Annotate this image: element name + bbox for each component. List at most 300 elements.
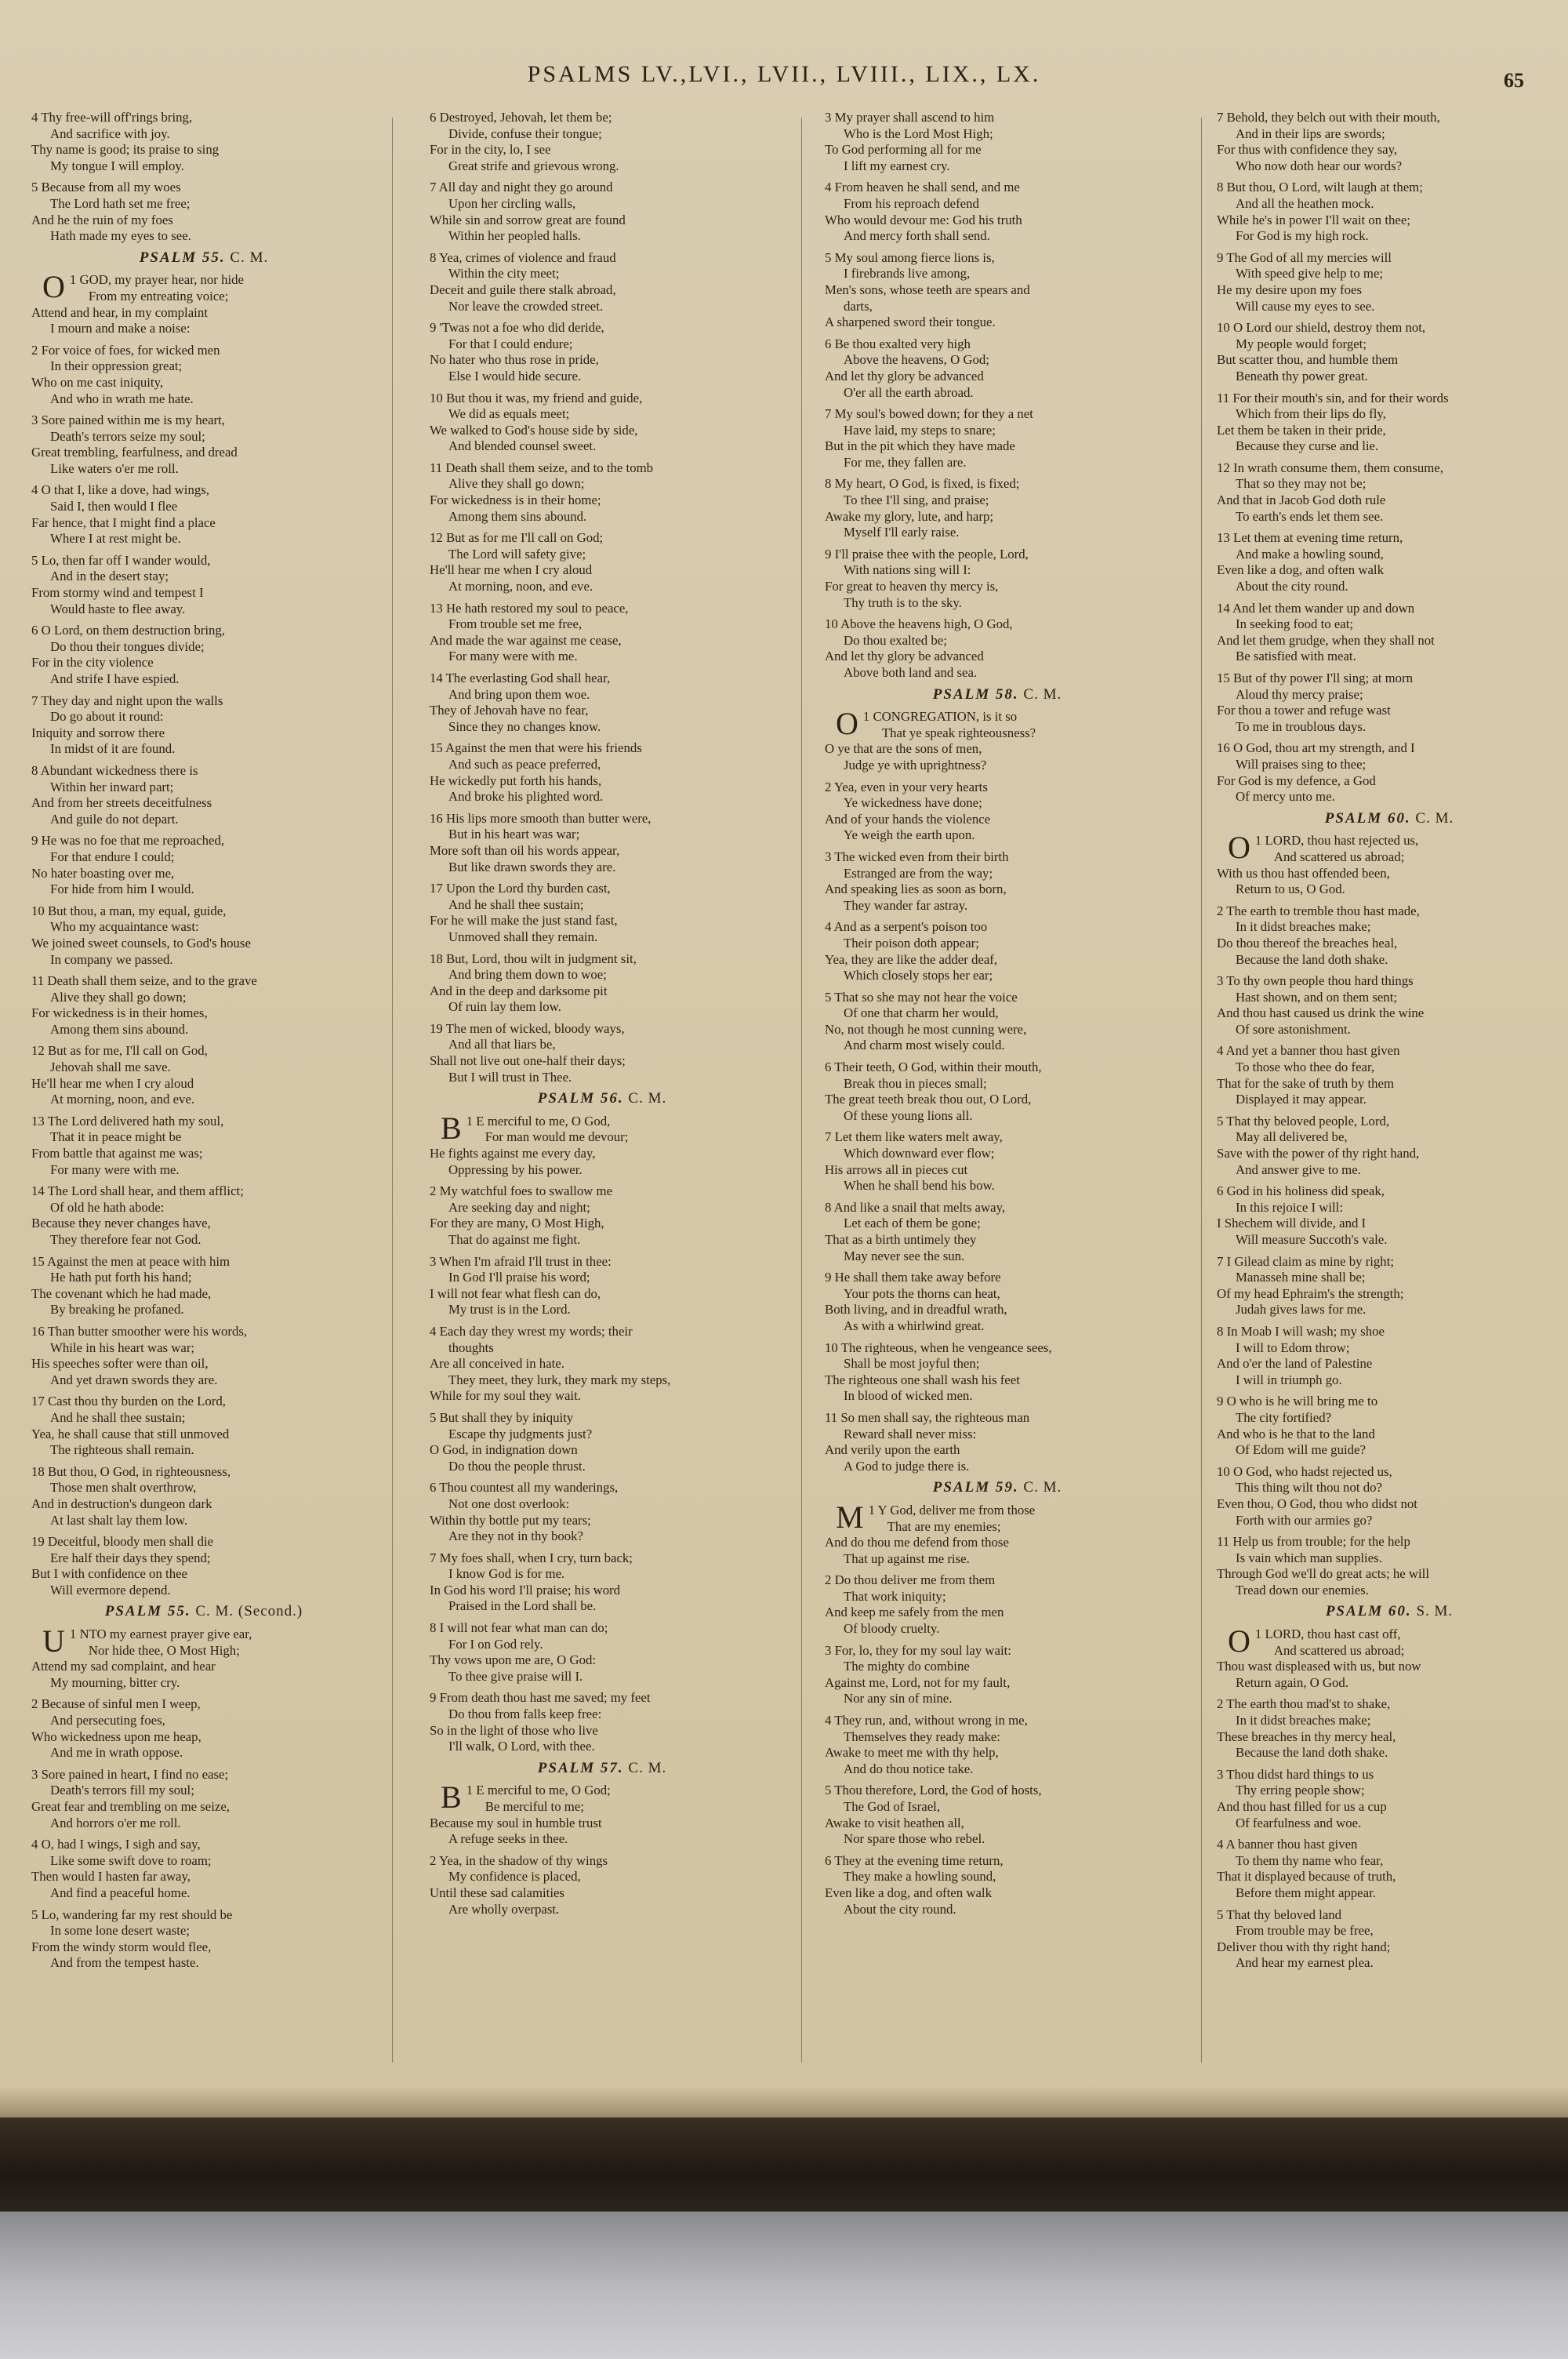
verse-line: For many were with me.	[448, 649, 578, 664]
psalm-heading	[825, 687, 1170, 703]
verse-line: In it didst breaches make;	[1236, 1713, 1371, 1728]
verse-line: 1 GOD, my prayer hear, nor hide	[69, 272, 244, 288]
verse-line: For great to heaven thy mercy is,	[825, 579, 999, 594]
verse-line: While in his heart was war;	[50, 1339, 195, 1355]
verse-line: That are my enemies;	[887, 1518, 1001, 1534]
verse-line: He'll hear me when I cry aloud	[31, 1075, 194, 1091]
verse-stanza	[31, 1394, 376, 1458]
verse-line: Deliver thou with thy right hand;	[1217, 1939, 1391, 1954]
verse-line: Reward shall never miss:	[844, 1426, 977, 1441]
verse-line: 7 I Gilead claim as mine by right;	[1217, 1253, 1395, 1269]
verse-line: 3 To thy own people thou hard things	[1217, 973, 1414, 989]
psalm-heading	[825, 1480, 1170, 1496]
verse-line: 15 Against the men at peace with him	[31, 1253, 230, 1269]
verse-stanza	[31, 1464, 376, 1528]
verse-line: Within her inward part;	[50, 779, 174, 794]
verse-stanza	[31, 1623, 376, 1691]
verse-line: No hater who thus rose in pride,	[430, 352, 599, 368]
verse-line: I will in triumph go.	[1236, 1372, 1342, 1387]
verse-line: They meet, they lurk, they mark my steps,	[448, 1372, 671, 1387]
verse-line: 13 The Lord delivered hath my soul,	[31, 1113, 224, 1129]
verse-line: To earth's ends let them see.	[1236, 508, 1384, 524]
verse-line: The great teeth break thou out, O Lord,	[825, 1092, 1032, 1107]
verse-stanza	[1217, 180, 1562, 244]
verse-stanza	[31, 269, 376, 336]
verse-line: Both living, and in dreadful wrath,	[825, 1302, 1007, 1318]
verse-line: Of old he hath abode:	[50, 1199, 165, 1215]
verse-line: 8 My heart, O God, is fixed, is fixed;	[825, 476, 1020, 492]
verse-line: And in the deep and darksome pit	[430, 983, 608, 998]
verse-line: Be satisfied with meat.	[1236, 649, 1356, 664]
verse-line: Let each of them be gone;	[844, 1216, 981, 1231]
verse-line: And guile do not depart.	[50, 811, 179, 827]
verse-stanza	[825, 919, 1170, 983]
verse-line: At last shalt lay them low.	[50, 1512, 188, 1528]
verse-line: Even like a dog, and often walk	[1217, 562, 1384, 578]
verse-line: He hath put forth his hand;	[50, 1270, 192, 1285]
verse-line: That so they may not be;	[1236, 476, 1367, 492]
verse-stanza	[31, 413, 376, 477]
verse-line: Because the land doth shake.	[1236, 1745, 1388, 1761]
verse-line: From the windy storm would flee,	[31, 1939, 212, 1954]
verse-line: And me in wrath oppose.	[50, 1745, 183, 1761]
verse-line: For hide from him I would.	[50, 881, 194, 897]
verse-line: Thy vows upon me are, O God:	[430, 1652, 597, 1668]
verse-line: And he the ruin of my foes	[31, 212, 173, 227]
verse-line: To them thy name who fear,	[1236, 1852, 1384, 1868]
verse-line: Great fear and trembling on me seize,	[31, 1799, 230, 1814]
verse-line: 10 O Lord our shield, destroy them not,	[1217, 320, 1426, 336]
verse-line: 8 Yea, crimes of violence and fraud	[430, 249, 616, 265]
verse-line: 10 But thou it was, my friend and guide,	[430, 390, 643, 405]
verse-line: Myself I'll early raise.	[844, 525, 960, 540]
verse-line: And o'er the land of Palestine	[1217, 1356, 1373, 1372]
verse-line: The Lord hath set me free;	[50, 195, 191, 211]
verse-line: I will to Edom throw;	[1236, 1339, 1350, 1355]
verse-stanza	[825, 1499, 1170, 1567]
verse-line: And do thou notice take.	[844, 1761, 974, 1776]
verse-line: For he will make the just stand fast,	[430, 913, 618, 929]
verse-line: 11 Death shall them seize, and to the grave	[31, 973, 257, 989]
drop-cap: O	[1228, 1623, 1250, 1659]
verse-line: Who is the Lord Most High;	[844, 125, 993, 141]
verse-stanza	[430, 1853, 775, 1917]
verse-line: Do thou the people thrust.	[448, 1458, 586, 1474]
verse-line: Deceit and guile there stalk abroad,	[430, 282, 616, 297]
verse-line: 2 The earth to tremble thou hast made,	[1217, 903, 1420, 918]
verse-line: 6 God in his holiness did speak,	[1217, 1183, 1385, 1199]
psalm-number: PSALM 60.	[1325, 1603, 1412, 1620]
drop-cap: U	[42, 1623, 65, 1659]
verse-stanza	[1217, 460, 1562, 525]
verse-stanza	[1217, 1623, 1562, 1691]
verse-line: Because the land doth shake.	[1236, 951, 1388, 967]
verse-line: Men's sons, whose teeth are spears and	[825, 282, 1030, 297]
verse-line: 2 The earth thou mad'st to shake,	[1217, 1696, 1391, 1712]
verse-line: Judah gives laws for me.	[1236, 1302, 1367, 1318]
verse-line: And in the desert stay;	[50, 569, 169, 584]
verse-line: 11 Help us from trouble; for the help	[1217, 1534, 1410, 1550]
verse-line: He wickedly put forth his hands,	[430, 772, 602, 788]
verse-stanza	[430, 1620, 775, 1685]
psalm-number: PSALM 60.	[1324, 809, 1411, 827]
verse-stanza	[825, 110, 1170, 174]
verse-stanza	[825, 476, 1170, 540]
verse-line: A God to judge there is.	[844, 1458, 970, 1474]
verse-line: May never see the sun.	[844, 1248, 965, 1263]
verse-line: 10 Above the heavens high, O God,	[825, 616, 1013, 632]
verse-line: Oppressing by his power.	[448, 1161, 583, 1177]
verse-line: 11 Death shall them seize, and to the tomb	[430, 460, 654, 475]
verse-line: 13 He hath restored my soul to peace,	[430, 600, 629, 616]
verse-stanza	[430, 391, 775, 455]
verse-line: Shall be most joyful then;	[844, 1356, 980, 1372]
verse-line: 4 O, had I wings, I sigh and say,	[31, 1837, 201, 1852]
verse-line: 3 The wicked even from their birth	[825, 849, 1009, 864]
verse-line: Is vain which man supplies.	[1236, 1550, 1382, 1565]
verse-line: They wander far astray.	[844, 897, 968, 913]
verse-stanza	[430, 1410, 775, 1474]
verse-stanza	[825, 1200, 1170, 1264]
verse-line: For in the city, lo, I see	[430, 142, 551, 158]
verse-stanza	[825, 1410, 1170, 1474]
verse-line: 8 But thou, O Lord, wilt laugh at them;	[1217, 180, 1423, 195]
verse-line: Of Edom will me guide?	[1236, 1442, 1366, 1458]
verse-line: 6 Their teeth, O God, within their mouth,	[825, 1060, 1042, 1075]
verse-stanza	[430, 1480, 775, 1544]
verse-line: Even like a dog, and often walk	[825, 1885, 992, 1900]
verse-line: For that I could endure;	[448, 336, 573, 351]
psalm-number: PSALM 55.	[104, 1603, 191, 1620]
verse-stanza	[825, 1572, 1170, 1637]
verse-line: Are they not in thy book?	[448, 1528, 583, 1544]
verse-line: For in the city violence	[31, 655, 154, 671]
verse-line: Of mercy unto me.	[1236, 789, 1335, 805]
drop-cap: M	[836, 1499, 864, 1535]
verse-line: 6 O Lord, on them destruction bring,	[31, 623, 226, 638]
verse-line: Ye weigh the earth upon.	[844, 827, 975, 843]
verse-line: 19 The men of wicked, bloody ways,	[430, 1020, 625, 1036]
verse-line: 18 But, Lord, thou wilt in judgment sit,	[430, 951, 637, 966]
verse-line: I know God is for me.	[448, 1566, 565, 1582]
verse-line: 9 The God of all my mercies will	[1217, 249, 1392, 265]
verse-line: Awake to visit heathen all,	[825, 1815, 964, 1830]
verse-line: That for the sake of truth by them	[1217, 1075, 1395, 1091]
verse-line: For God is my defence, a God	[1217, 772, 1376, 788]
verse-line: They of Jehovah have no fear,	[430, 703, 589, 718]
verse-line: Displayed it may appear.	[1236, 1092, 1367, 1107]
verse-line: Do go about it round:	[50, 709, 164, 725]
verse-line: Themselves they ready make:	[844, 1728, 1000, 1744]
verse-line: That do against me fight.	[448, 1232, 581, 1247]
verse-line: Yea, they are like the adder deaf,	[825, 951, 998, 967]
verse-line: My trust is in the Lord.	[448, 1302, 571, 1318]
verse-stanza	[31, 180, 376, 244]
verse-stanza	[1217, 1696, 1562, 1761]
psalm-number: PSALM 56.	[537, 1090, 624, 1107]
verse-line: No hater boasting over me,	[31, 865, 175, 881]
verse-line: 7 Let them like waters melt away,	[825, 1129, 1003, 1145]
verse-line: We joined sweet counsels, to God's house	[31, 935, 251, 951]
verse-line: Your pots the thorns can heat,	[844, 1285, 1000, 1301]
verse-line: And all that liars be,	[448, 1037, 556, 1052]
verse-line: 4 From heaven he shall send, and me	[825, 180, 1020, 195]
verse-line: 15 Against the men that were his friends	[430, 740, 642, 756]
verse-line: Are wholly overpast.	[448, 1901, 560, 1917]
verse-line: Of bloody cruelty.	[844, 1621, 940, 1637]
verse-line: 5 Because from all my woes	[31, 180, 181, 195]
verse-line: Will measure Succoth's vale.	[1236, 1232, 1388, 1247]
verse-line: 5 But shall they by iniquity	[430, 1409, 574, 1425]
verse-line: And of your hands the violence	[825, 811, 991, 827]
verse-line: Within the city meet;	[448, 266, 560, 282]
verse-line: 4 Thy free-will off'rings bring,	[31, 110, 193, 125]
verse-line: Not one dost overlook:	[448, 1496, 570, 1511]
verse-line: That work iniquity;	[844, 1588, 946, 1604]
verse-line: I firebrands live among,	[844, 266, 971, 282]
verse-stanza	[31, 1837, 376, 1901]
verse-line: 6 Be thou exalted very high	[825, 336, 971, 351]
column-rule	[1201, 118, 1202, 2063]
verse-line: From trouble set me free,	[448, 616, 583, 632]
verse-line: 2 Because of sinful men I weep,	[31, 1696, 201, 1712]
verse-stanza	[31, 693, 376, 758]
verse-line: 3 For, lo, they for my soul lay wait:	[825, 1642, 1011, 1658]
verse-line: 11 So men shall say, the righteous man	[825, 1409, 1030, 1425]
verse-line: Their poison doth appear;	[844, 935, 979, 951]
verse-line: The Lord will safety give;	[448, 546, 586, 562]
verse-line: 7 They day and night upon the walls	[31, 692, 223, 708]
verse-line: Return to us, O God.	[1236, 881, 1345, 897]
verse-line: But I with confidence on thee	[31, 1566, 187, 1582]
text-column-3	[825, 110, 1170, 2086]
book-binding-shadow	[0, 2117, 1568, 2212]
text-column-4	[1217, 110, 1562, 2086]
verse-stanza	[1217, 973, 1562, 1038]
verse-line: Nor spare those who rebel.	[844, 1831, 985, 1847]
psalm-meter: C. M. (Second.)	[195, 1603, 303, 1620]
verse-line: Judge ye with uprightness?	[844, 757, 987, 772]
verse-stanza	[430, 811, 775, 875]
verse-line: But in the pit which they have made	[825, 438, 1015, 454]
psalm-meter: C. M.	[628, 1090, 667, 1107]
verse-stanza	[1217, 1394, 1562, 1458]
verse-line: And blended counsel sweet.	[448, 438, 597, 454]
drop-cap: O	[42, 269, 65, 305]
verse-line: Awake my glory, lute, and harp;	[825, 508, 994, 524]
verse-line: Since they no changes know.	[448, 718, 601, 734]
verse-line: I mourn and make a noise:	[50, 321, 191, 336]
verse-line: In midst of it are found.	[50, 741, 176, 757]
verse-line: Those men shalt overthrow,	[50, 1480, 197, 1496]
verse-stanza	[430, 530, 775, 594]
verse-line: At morning, noon, and eve.	[448, 579, 593, 594]
verse-stanza	[430, 180, 775, 244]
verse-line: With speed give help to me;	[1236, 266, 1384, 282]
verse-line: As with a whirlwind great.	[844, 1318, 985, 1333]
verse-line: Of one that charm her would,	[844, 1005, 999, 1021]
verse-line: 6 Destroyed, Jehovah, let them be;	[430, 110, 612, 125]
verse-line: With us thou hast offended been,	[1217, 865, 1390, 881]
verse-stanza	[825, 1853, 1170, 1917]
verse-stanza	[430, 1779, 775, 1847]
verse-line: And do thou me defend from those	[825, 1535, 1009, 1550]
verse-line: Above the heavens, O God;	[844, 352, 989, 368]
verse-stanza	[825, 1270, 1170, 1334]
verse-line: While for my soul they wait.	[430, 1388, 581, 1404]
verse-line: And hear my earnest plea.	[1236, 1955, 1374, 1971]
verse-line: 9 He was no foe that me reproached,	[31, 833, 225, 849]
verse-line: In some lone desert waste;	[50, 1923, 191, 1939]
verse-line: 4 O that I, like a dove, had wings,	[31, 482, 209, 498]
verse-line: Jehovah shall me save.	[50, 1060, 171, 1075]
verse-line: Who now doth hear our words?	[1236, 158, 1403, 173]
verse-line: And answer give to me.	[1236, 1161, 1361, 1177]
verse-line: 1 LORD, thou hast rejected us,	[1254, 833, 1419, 849]
verse-line: Would haste to flee away.	[50, 601, 186, 616]
verse-stanza	[430, 881, 775, 945]
verse-line: No, not though he most cunning were,	[825, 1021, 1027, 1037]
verse-stanza	[31, 1767, 376, 1831]
verse-line: And strife I have espied.	[50, 671, 180, 686]
verse-line: And thou hast filled for us a cup	[1217, 1799, 1387, 1814]
psalm-heading	[31, 1604, 376, 1620]
verse-line: But in his heart was war;	[448, 827, 580, 842]
verse-stanza	[1217, 1837, 1562, 1901]
verse-line: 3 Thou didst hard things to us	[1217, 1766, 1374, 1782]
verse-line: This thing wilt thou not do?	[1236, 1480, 1382, 1496]
verse-stanza	[1217, 1324, 1562, 1388]
verse-line: Awake to meet me with thy help,	[825, 1745, 999, 1761]
verse-stanza	[31, 553, 376, 617]
verse-line: In seeking food to eat;	[1236, 616, 1354, 632]
psalm-number: PSALM 59.	[932, 1479, 1019, 1496]
verse-line: Escape thy judgments just?	[448, 1426, 593, 1441]
verse-line: And that in Jacob God doth rule	[1217, 493, 1386, 508]
verse-line: 5 Thou therefore, Lord, the God of hosts,	[825, 1783, 1042, 1798]
verse-line: Above both land and sea.	[844, 665, 978, 680]
verse-line: Unmoved shall they remain.	[448, 929, 598, 944]
verse-line: 12 But as for me, I'll call on God,	[31, 1043, 208, 1059]
verse-line: For God is my high rock.	[1236, 228, 1369, 244]
verse-stanza	[825, 1340, 1170, 1405]
verse-line: 4 And yet a banner thou hast given	[1217, 1043, 1400, 1059]
verse-line: And he shall thee sustain;	[448, 896, 584, 912]
verse-stanza	[31, 343, 376, 407]
verse-line: 16 O God, thou art my strength, and I	[1217, 740, 1415, 756]
verse-line: Among them sins abound.	[448, 508, 587, 524]
verse-stanza	[825, 1060, 1170, 1124]
verse-line: 13 Let them at evening time return,	[1217, 530, 1403, 546]
verse-stanza	[1217, 1183, 1562, 1248]
verse-line: In it didst breaches make;	[1236, 919, 1371, 935]
verse-line: Because my soul in humble trust	[430, 1815, 602, 1830]
verse-stanza	[1217, 671, 1562, 735]
verse-line: 19 Deceitful, bloody men shall die	[31, 1534, 214, 1550]
verse-line: From his reproach defend	[844, 195, 979, 211]
verse-line: With nations sing will I:	[844, 562, 971, 578]
verse-line: My confidence is placed,	[448, 1869, 581, 1885]
verse-line: 5 My soul among fierce lions is,	[825, 249, 995, 265]
verse-line: 2 Do thou deliver me from them	[825, 1572, 996, 1588]
verse-line: From battle that against me was;	[31, 1146, 203, 1161]
verse-line: In blood of wicked men.	[844, 1388, 973, 1404]
verse-stanza	[1217, 320, 1562, 384]
verse-stanza	[31, 1183, 376, 1248]
verse-line: To thee give praise will I.	[448, 1668, 583, 1684]
verse-line: Said I, then would I flee	[50, 499, 178, 514]
verse-stanza	[1217, 740, 1562, 805]
verse-line: 4 They run, and, without wrong in me,	[825, 1713, 1028, 1728]
verse-line: 1 NTO my earnest prayer give ear,	[69, 1627, 252, 1642]
verse-stanza	[1217, 110, 1562, 174]
verse-line: Have laid, my steps to snare;	[844, 422, 996, 438]
verse-line: 7 My foes shall, when I cry, turn back;	[430, 1550, 633, 1565]
verse-line: 10 But thou, a man, my equal, guide,	[31, 903, 227, 918]
verse-line: And all the heathen mock.	[1236, 195, 1374, 211]
verse-line: The mighty do combine	[844, 1659, 970, 1674]
verse-line: Which downward ever flow;	[844, 1146, 995, 1161]
verse-line: Then would I hasten far away,	[31, 1869, 191, 1885]
verse-line: 8 I will not fear what man can do;	[430, 1620, 608, 1636]
verse-line: 4 A banner thou hast given	[1217, 1837, 1358, 1852]
verse-line: Of my head Ephraim's the strength;	[1217, 1285, 1404, 1301]
drop-cap: B	[441, 1779, 462, 1816]
verse-line: They make a howling sound,	[844, 1869, 996, 1885]
verse-line: Thy truth is to the sky.	[844, 594, 962, 610]
verse-line: Do thou exalted be;	[844, 632, 947, 648]
verse-line: A sharpened sword their tongue.	[825, 314, 996, 330]
verse-line: 9 From death thou hast me saved; my feet	[430, 1690, 651, 1706]
running-head: PSALMS LV.,LVI., LVII., LVIII., LIX., LX.	[527, 61, 1041, 87]
verse-line: 8 In Moab I will wash; my shoe	[1217, 1323, 1385, 1339]
verse-line: And bring upon them woe.	[448, 686, 590, 702]
verse-line: Through God we'll do great acts; he will	[1217, 1566, 1429, 1582]
verse-line: 14 The Lord shall hear, and them afflict;	[31, 1183, 244, 1199]
verse-stanza	[1217, 1907, 1562, 1972]
background-surface	[0, 2212, 1568, 2359]
verse-line: His speeches softer were than oil,	[31, 1356, 209, 1372]
verse-stanza	[825, 336, 1170, 401]
verse-line: 1 E merciful to me, O God,	[466, 1113, 611, 1129]
verse-stanza	[825, 849, 1170, 914]
verse-line: The righteous shall remain.	[50, 1442, 194, 1458]
verse-stanza	[430, 740, 775, 805]
verse-stanza	[430, 1254, 775, 1318]
verse-stanza	[430, 1324, 775, 1405]
verse-line: thoughts	[448, 1339, 494, 1355]
verse-line: 4 And as a serpent's poison too	[825, 919, 988, 935]
verse-line: And bring them down to woe;	[448, 967, 607, 983]
verse-stanza	[31, 833, 376, 897]
verse-line: 16 Than butter smoother were his words,	[31, 1323, 248, 1339]
verse-stanza	[1217, 391, 1562, 455]
verse-line: But I will trust in Thee.	[448, 1069, 572, 1085]
verse-line: Aloud thy mercy praise;	[1236, 686, 1363, 702]
verse-line: Even thou, O God, thou who didst not	[1217, 1496, 1417, 1511]
verse-line: And who in wrath me hate.	[50, 391, 194, 406]
verse-line: And thou hast caused us drink the wine	[1217, 1005, 1425, 1021]
verse-stanza	[430, 951, 775, 1016]
verse-line: 4 Each day they wrest my words; their	[430, 1323, 633, 1339]
verse-line: 3 Sore pained within me is my heart,	[31, 413, 226, 428]
verse-line: 7 My soul's bowed down; for they a net	[825, 406, 1033, 422]
verse-line: Nor any sin of mine.	[844, 1691, 953, 1707]
verse-line: And sacrifice with joy.	[50, 125, 170, 141]
verse-line: More soft than oil his words appear,	[430, 842, 620, 858]
column-rule	[801, 118, 802, 2063]
verse-stanza	[430, 1183, 775, 1248]
